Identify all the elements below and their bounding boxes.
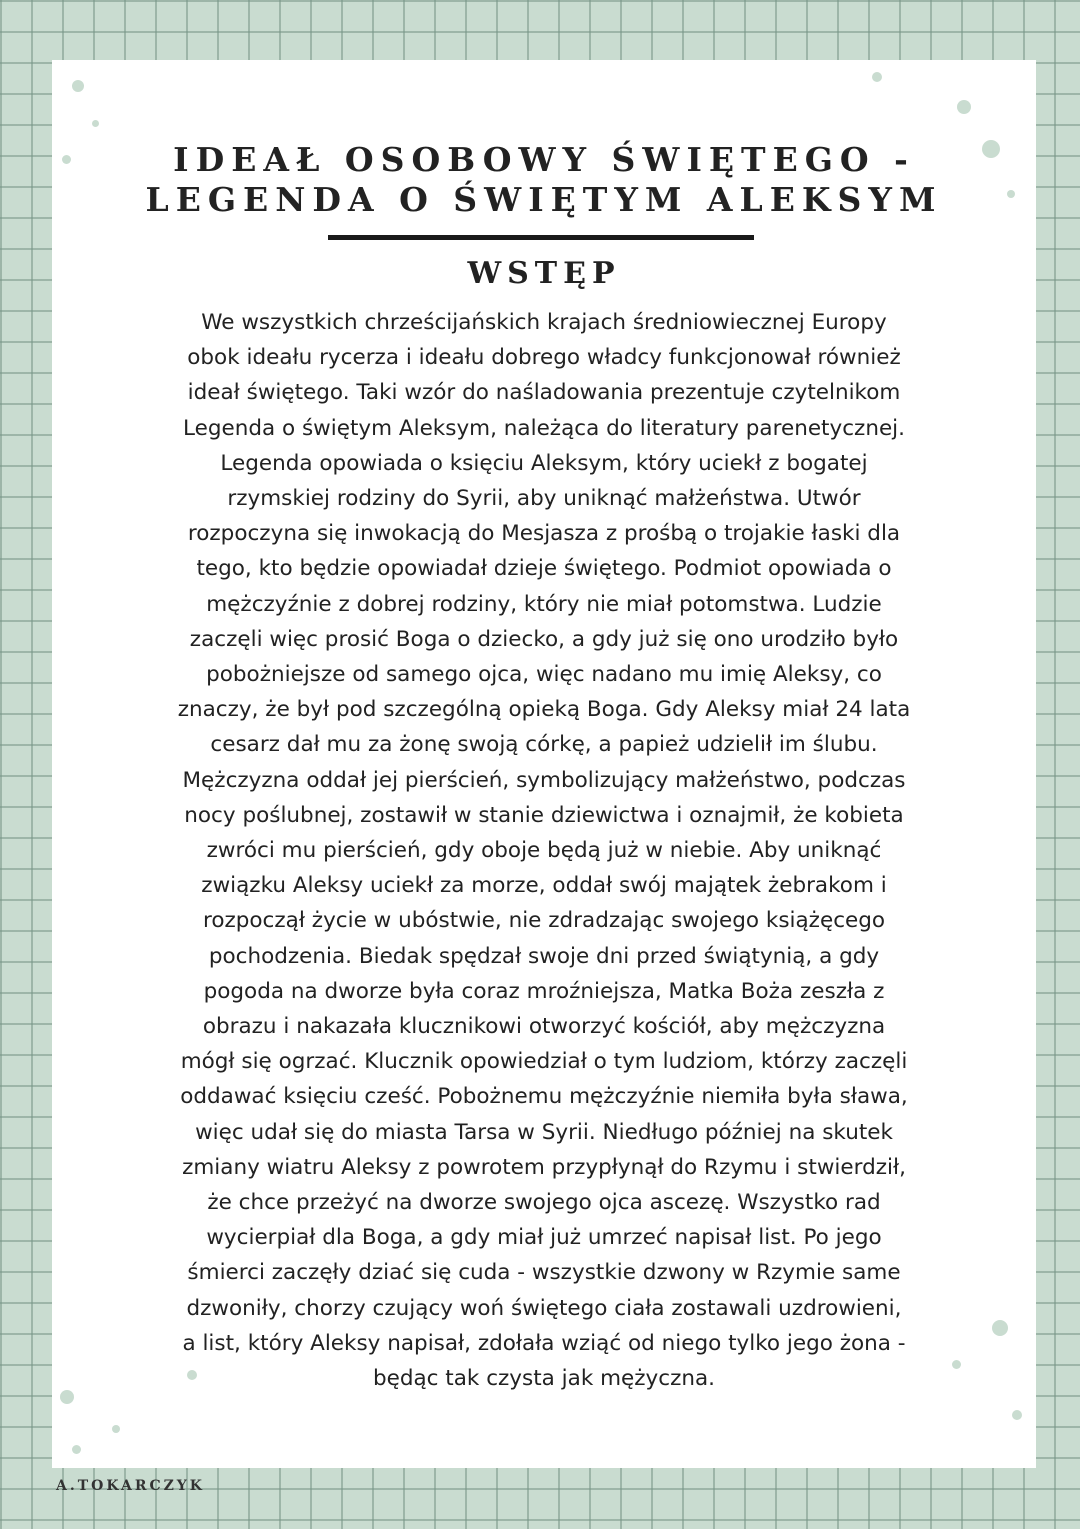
body-line: będąc tak czysta jak mężyczna. [372, 1366, 716, 1392]
body-line: oddawać księciu cześć. Pobożnemu mężczyźnie niemiła była sława, [180, 1084, 908, 1110]
body-line: obok ideału rycerza i ideału dobrego władcy funkcjonował również [187, 345, 901, 371]
body-line: związku Aleksy uciekł za morze, oddał swój majątek żebrakom i [201, 873, 887, 899]
body-line: pogoda na dworze była coraz mroźniejsza, Matka Boża zeszła z [203, 978, 885, 1004]
title-line-2: LEGENDA O ŚWIĘTYM ALEKSYM [145, 180, 943, 219]
body-line: zwróci mu pierścień, gdy oboje będą już w niebie. Aby uniknąć [206, 838, 882, 864]
body-line: że chce przeżyć na dworze swojego ojca ascezę. Wszystko rad [207, 1190, 881, 1216]
paint-speck [60, 1390, 74, 1404]
body-line: rozpoczął życie w ubóstwie, nie zdradzając swojego książęcego [202, 908, 886, 934]
document-sheet [52, 60, 1036, 1468]
body-line: nocy poślubnej, zostawił w stanie dziewictwa i oznajmił, że kobieta [184, 802, 904, 828]
paint-speck [72, 80, 84, 92]
body-line: znaczy, że był pod szczególną opieką Boga. Gdy Aleksy miał 24 lata [177, 697, 911, 723]
paint-speck [72, 1445, 81, 1454]
body-line: pobożniejsze od samego ojca, więc nadano mu imię Aleksy, co [206, 662, 882, 688]
body-line: zaczęli więc prosić Boga o dziecko, a gdy już się ono urodziło było [189, 626, 899, 652]
body-line: zmiany wiatru Aleksy z powrotem przypłynął do Rzymu i stwierdził, [182, 1154, 906, 1180]
section-heading: WSTĘP [467, 256, 621, 291]
body-line: więc udał się do miasta Tarsa w Syrii. Niedługo później na skutek [195, 1119, 893, 1145]
body-line: mógł się ogrzać. Klucznik opowiedział o tym ludziom, którzy zaczęli [180, 1049, 908, 1075]
paint-speck [92, 120, 99, 127]
body-line: śmierci zaczęły dziać się cuda - wszystkie dzwony w Rzymie same [187, 1260, 901, 1286]
body-line: Mężczyzna oddał jej pierścień, symbolizujący małżeństwo, podczas [182, 767, 906, 793]
body-line: We wszystkich chrześcijańskich krajach średniowiecznej Europy [201, 310, 887, 335]
body-paragraph [88, 305, 1000, 1396]
author-signature: A.TOKARCZYK [56, 1478, 205, 1494]
paint-speck [957, 100, 971, 114]
page-title [52, 140, 1036, 220]
body-line: cesarz dał mu za żonę swoją córkę, a papież udzielił im ślubu. [210, 732, 878, 758]
title-divider [328, 235, 754, 240]
body-line: dzwoniły, chorzy czujący woń świętego ciała zostawali uzdrowieni, [186, 1295, 902, 1321]
body-line: mężczyźnie z dobrej rodziny, który nie miał potomstwa. Ludzie [206, 591, 882, 617]
body-line: tego, kto będzie opowiadał dzieje świętego. Podmiot opowiada o [196, 556, 892, 582]
body-line: pochodzenia. Biedak spędzał swoje dni przed świątynią, a gdy [208, 943, 880, 969]
body-line: Legenda o świętym Aleksym, należąca do literatury parenetycznej. [183, 415, 905, 441]
body-line: rzymskiej rodziny do Syrii, aby uniknąć małżeństwa. Utwór [227, 486, 861, 512]
body-line: ideał świętego. Taki wzór do naśladowania prezentuje czytelnikom [187, 380, 901, 406]
paint-speck [112, 1425, 120, 1433]
body-line: wycierpiał dla Boga, a gdy miał już umrzeć napisał list. Po jego [206, 1225, 882, 1251]
body-line: a list, który Aleksy napisał, zdołała wziąć od niego tylko jego żona - [182, 1330, 906, 1356]
title-line-1: IDEAŁ OSOBOWY ŚWIĘTEGO - [173, 140, 915, 179]
paint-speck [872, 72, 882, 82]
paint-speck [1012, 1410, 1022, 1420]
body-line: rozpoczyna się inwokacją do Mesjasza z prośbą o trojakie łaski dla [187, 521, 901, 547]
body-line: Legenda opowiada o księciu Aleksym, który uciekł z bogatej [220, 450, 868, 476]
body-line: obrazu i nakazała klucznikowi otworzyć kościół, aby mężczyzna [202, 1014, 886, 1040]
